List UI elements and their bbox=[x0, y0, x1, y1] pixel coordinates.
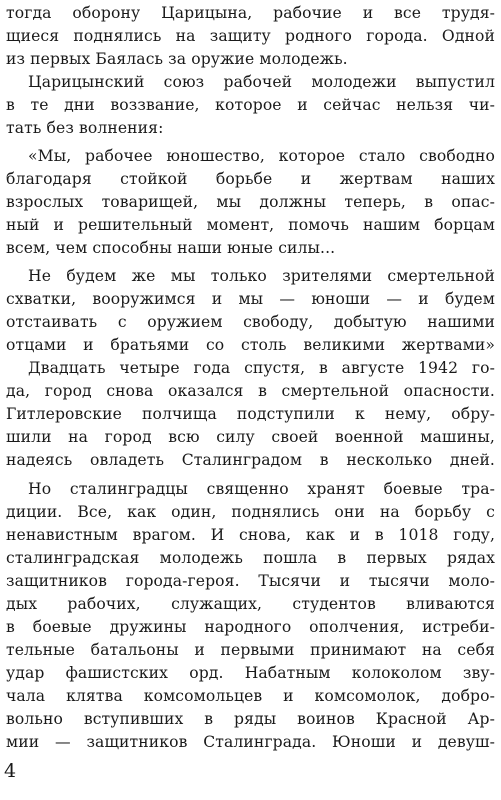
text-line: Не будем же мы только зрителями смертельной bbox=[28, 267, 495, 285]
text-line: да, город снова оказался в смертельной опасности. bbox=[6, 382, 495, 400]
text-line: надеясь овладеть Сталинградом в несколько дней. bbox=[6, 451, 495, 469]
text-line: удар фашистских орд. Набатным колоколом зву- bbox=[6, 664, 495, 682]
text-line: из первых Баялась за оружие молодежь. bbox=[6, 50, 348, 68]
text-line: дых рабочих, служащих, студентов вливаются bbox=[6, 595, 495, 613]
text-line: диции. Все, как один, поднялись они на борьбу с bbox=[6, 503, 495, 521]
text-line: шили на город всю силу своей военной машины, bbox=[6, 428, 495, 446]
text-line: ный и решительный момент, помочь нашим борцам bbox=[6, 216, 495, 234]
text-line: «Мы, рабочее юношество, которое стало свободно bbox=[28, 147, 495, 165]
text-line: отстаивать с оружием свободу, добытую нашими bbox=[6, 313, 495, 331]
text-line: благодаря стойкой борьбе и жертвам наших bbox=[6, 170, 495, 188]
text-line: мии — защитников Сталинграда. Юноши и девуш- bbox=[6, 733, 495, 751]
text-line: взрослых товарищей, мы должны теперь, в опас- bbox=[6, 193, 495, 211]
text-line: щиеся поднялись на защиту родного города. Одной bbox=[6, 27, 495, 45]
text-line: защитников города-героя. Тысячи и тысячи моло- bbox=[6, 572, 495, 590]
text-line: тогда оборону Царицына, рабочие и все трудя- bbox=[6, 4, 495, 22]
text-line: в те дни воззвание, которое и сейчас нельзя чи- bbox=[6, 96, 495, 114]
text-line: в боевые дружины народного ополчения, истреби- bbox=[6, 618, 495, 636]
text-line: тать без волнения: bbox=[6, 119, 164, 137]
text-line: Царицынский союз рабочей молодежи выпустил bbox=[28, 73, 495, 91]
text-line: тельные батальоны и первыми принимают на себя bbox=[6, 641, 495, 659]
text-line: всем, чем способны наши юные силы... bbox=[6, 239, 336, 257]
text-line: Но сталинградцы священно хранят боевые тра- bbox=[28, 480, 495, 498]
text-line: ненавистным врагом. И снова, как и в 1018 году, bbox=[6, 526, 495, 544]
page-number: 4 bbox=[4, 760, 17, 782]
text-line: сталинградская молодежь пошла в первых рядах bbox=[6, 549, 495, 567]
text-line: Двадцать четыре года спустя, в августе 1942 го- bbox=[28, 359, 495, 377]
text-line: Гитлеровские полчища подступили к нему, обру- bbox=[6, 405, 495, 423]
text-line: отцами и братьями со столь великими жертвами» bbox=[6, 336, 495, 354]
text-line: вольно вступивших в ряды воинов Красной Ар- bbox=[6, 710, 495, 728]
text-line: чала клятва комсомольцев и комсомолок, добро- bbox=[6, 687, 495, 705]
text-line: схватки, вооружимся и мы — юноши — и будем bbox=[6, 290, 495, 308]
